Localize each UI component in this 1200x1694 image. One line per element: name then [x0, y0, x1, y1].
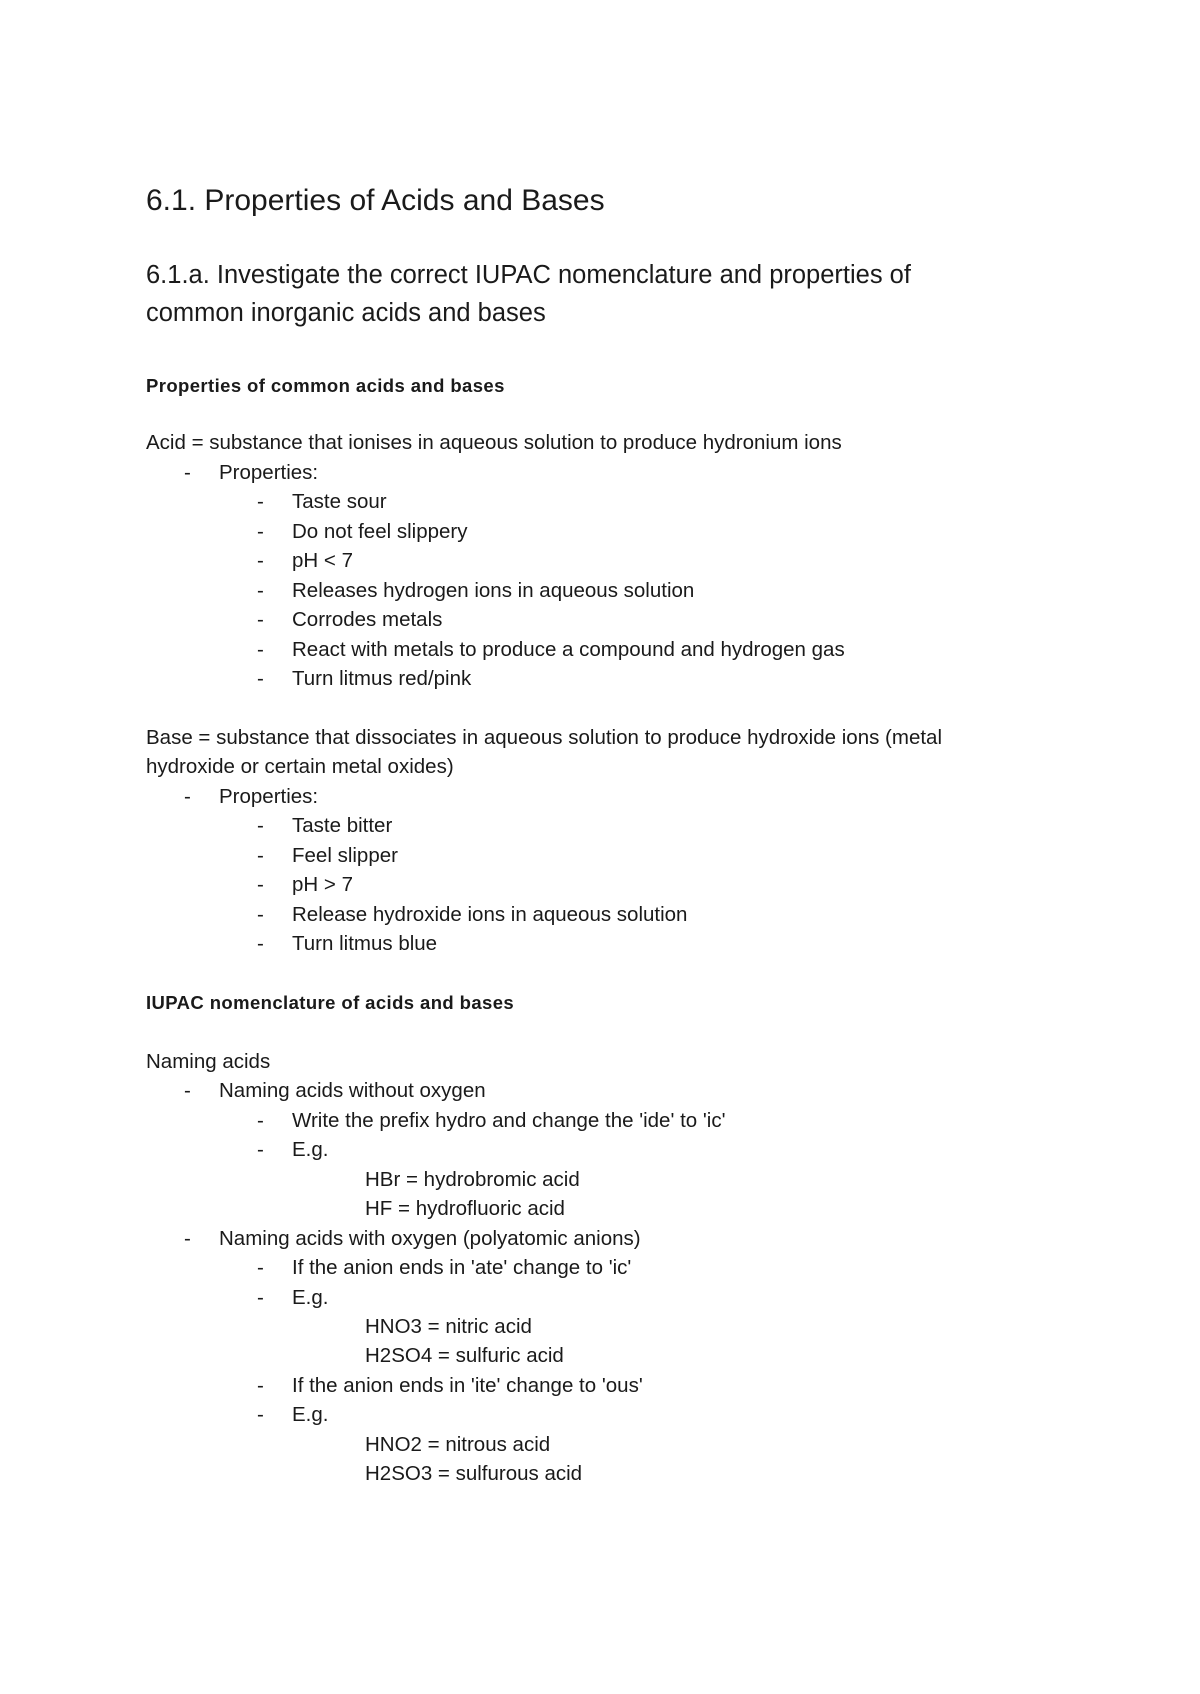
list-item: pH > 7 — [292, 873, 353, 896]
example-line: H2SO3 = sulfurous acid — [365, 1462, 583, 1485]
example-line: HNO2 = nitrous acid — [365, 1433, 551, 1456]
list-item: Taste sour — [292, 490, 387, 513]
list-item: Taste bitter — [292, 814, 393, 837]
base-definition-line-1: Base = substance that dissociates in aqueous solution to produce hydroxide ions (metal — [146, 726, 942, 749]
example-line: HBr = hydrobromic acid — [365, 1168, 580, 1191]
list-item: Naming acids with oxygen (polyatomic anions) — [219, 1227, 641, 1250]
bullet-dash: - — [257, 549, 264, 572]
list-item: Releases hydrogen ions in aqueous solution — [292, 579, 695, 602]
list-item: Do not feel slippery — [292, 520, 468, 543]
example-line: H2SO4 = sulfuric acid — [365, 1344, 564, 1367]
subtitle-line-1: 6.1.a. Investigate the correct IUPAC nomenclature and properties of — [146, 261, 911, 289]
list-item: React with metals to produce a compound and hydrogen gas — [292, 638, 845, 661]
bullet-dash: - — [257, 1256, 264, 1279]
list-item: Corrodes metals — [292, 608, 443, 631]
bullet-dash: - — [184, 785, 191, 808]
bullet-dash: - — [257, 903, 264, 926]
base-properties-label: Properties: — [219, 785, 319, 808]
list-item: Write the prefix hydro and change the 'ide' to 'ic' — [292, 1109, 726, 1132]
list-item: E.g. — [292, 1403, 329, 1426]
bullet-dash: - — [257, 520, 264, 543]
bullet-dash: - — [257, 873, 264, 896]
bullet-dash: - — [257, 667, 264, 690]
example-line: HF = hydrofluoric acid — [365, 1197, 565, 1220]
base-definition-line-2: hydroxide or certain metal oxides) — [146, 755, 454, 778]
bullet-dash: - — [257, 1138, 264, 1161]
list-item: Feel slipper — [292, 844, 398, 867]
bullet-dash: - — [257, 932, 264, 955]
list-item: Release hydroxide ions in aqueous solution — [292, 903, 688, 926]
list-item: Turn litmus red/pink — [292, 667, 472, 690]
list-item: E.g. — [292, 1138, 329, 1161]
bullet-dash: - — [257, 638, 264, 661]
bullet-dash: - — [257, 1374, 264, 1397]
acid-properties-label: Properties: — [219, 461, 319, 484]
page-title: 6.1. Properties of Acids and Bases — [146, 184, 605, 217]
section-heading-iupac: IUPAC nomenclature of acids and bases — [146, 992, 515, 1013]
example-line: HNO3 = nitric acid — [365, 1315, 532, 1338]
list-item: Naming acids without oxygen — [219, 1079, 486, 1102]
bullet-dash: - — [257, 844, 264, 867]
bullet-dash: - — [257, 1403, 264, 1426]
bullet-dash: - — [184, 1227, 191, 1250]
list-item: Turn litmus blue — [292, 932, 438, 955]
acid-definition: Acid = substance that ionises in aqueous solution to produce hydronium ions — [146, 431, 842, 454]
bullet-dash: - — [257, 1109, 264, 1132]
list-item: If the anion ends in 'ate' change to 'ic' — [292, 1256, 632, 1279]
bullet-dash: - — [257, 490, 264, 513]
list-item: If the anion ends in 'ite' change to 'ous' — [292, 1374, 643, 1397]
bullet-dash: - — [257, 608, 264, 631]
bullet-dash: - — [184, 461, 191, 484]
naming-acids-label: Naming acids — [146, 1050, 271, 1073]
bullet-dash: - — [257, 814, 264, 837]
bullet-dash: - — [184, 1079, 191, 1102]
section-heading-properties: Properties of common acids and bases — [146, 375, 505, 396]
list-item: E.g. — [292, 1286, 329, 1309]
bullet-dash: - — [257, 579, 264, 602]
subtitle-line-2: common inorganic acids and bases — [146, 299, 546, 327]
bullet-dash: - — [257, 1286, 264, 1309]
list-item: pH < 7 — [292, 549, 353, 572]
